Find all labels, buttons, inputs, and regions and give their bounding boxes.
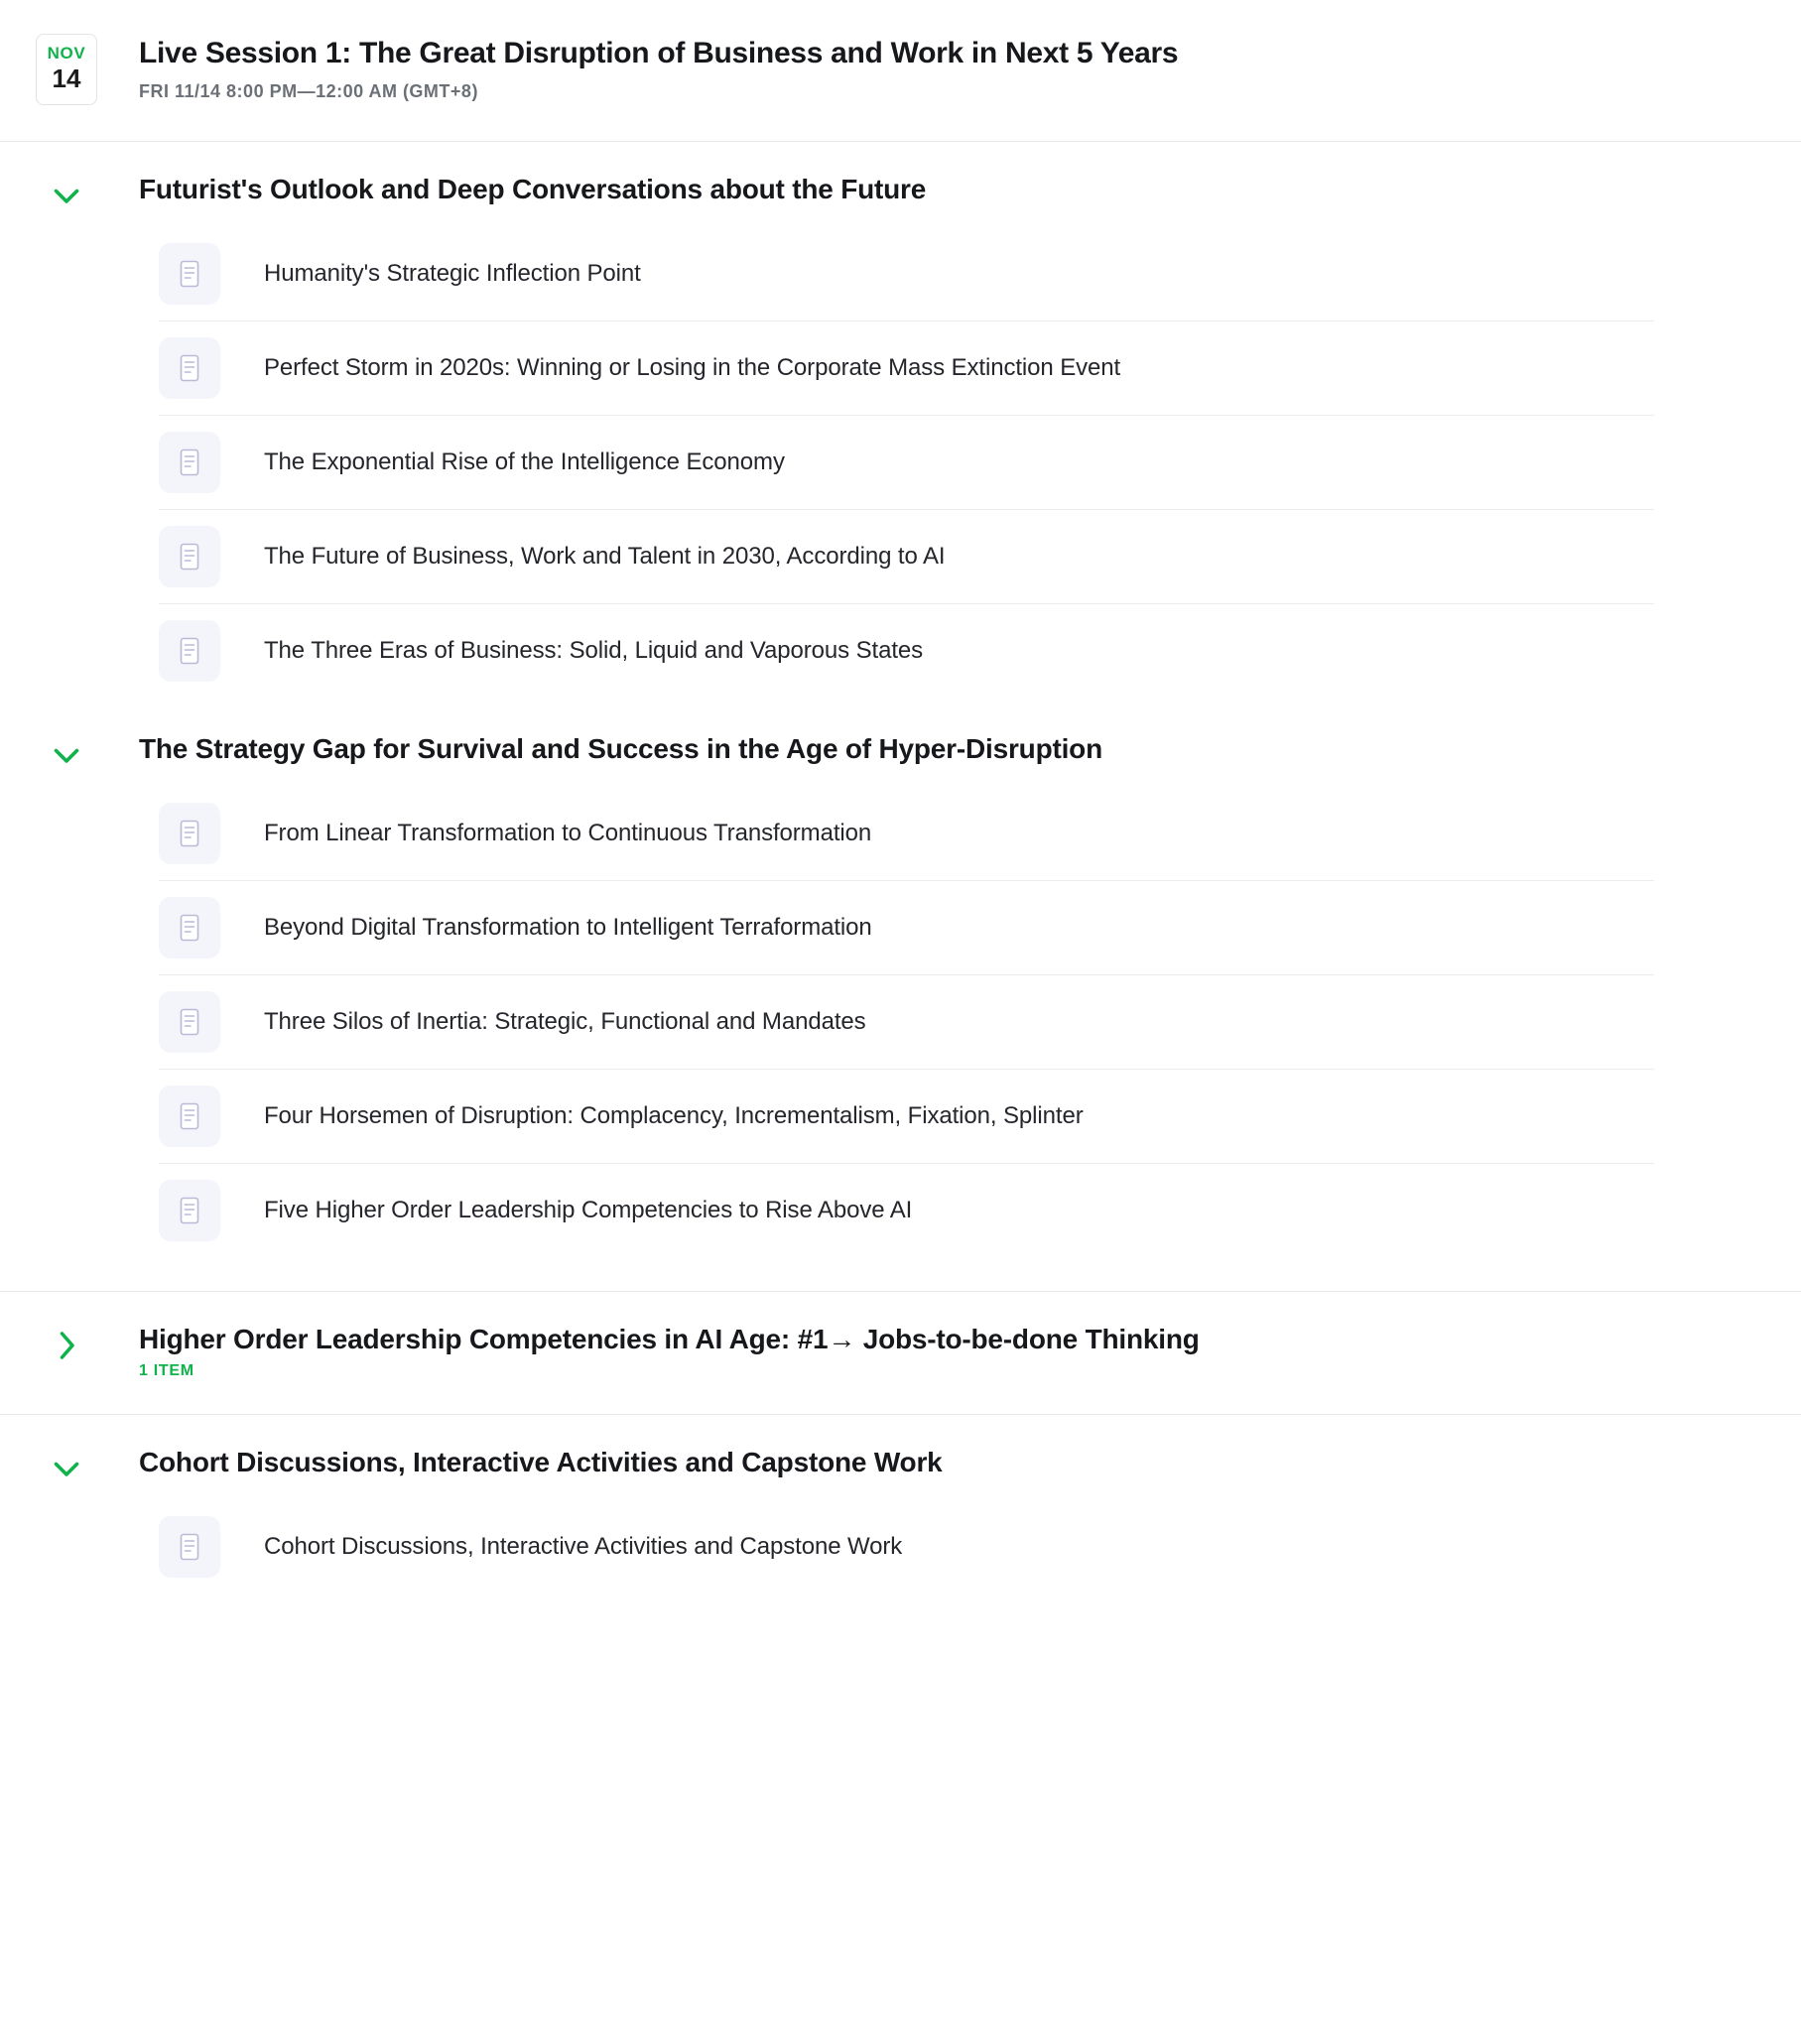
curriculum-section: [0, 1445, 1801, 1594]
document-icon: [159, 1180, 220, 1241]
lesson-title: Humanity's Strategic Inflection Point: [264, 260, 641, 288]
list-item[interactable]: [159, 416, 1654, 510]
lesson-title: Three Silos of Inertia: Strategic, Functional and Mandates: [264, 1008, 866, 1036]
section-title: Futurist's Outlook and Deep Conversations about the Future: [139, 174, 927, 205]
session-time: FRI 11/14 8:00 PM—12:00 AM (GMT+8): [139, 81, 478, 101]
chevron-down-icon[interactable]: [36, 1445, 97, 1486]
chevron-right-icon[interactable]: [36, 1322, 97, 1363]
section-title: Cohort Discussions, Interactive Activities and Capstone Work: [139, 1447, 943, 1478]
session-date-month: NOV: [47, 44, 86, 63]
session-title: Live Session 1: The Great Disruption of Business and Work in Next 5 Years: [139, 37, 1179, 69]
lesson-title: Beyond Digital Transformation to Intelligent Terraformation: [264, 914, 872, 942]
document-icon: [159, 620, 220, 682]
lesson-title: The Three Eras of Business: Solid, Liquid and Vaporous States: [264, 637, 924, 665]
section-title: Higher Order Leadership Competencies in AI Age: #1→ Jobs-to-be-done Thinking: [139, 1324, 1200, 1355]
session-text: [139, 34, 1178, 102]
lesson-title: The Future of Business, Work and Talent in 2030, According to AI: [264, 543, 946, 571]
lesson-list: [159, 227, 1654, 698]
session-header: [0, 0, 1801, 142]
section-title-wrap: [139, 1445, 943, 1479]
list-item[interactable]: [159, 321, 1654, 416]
curriculum-section: [0, 1322, 1801, 1380]
section-title: The Strategy Gap for Survival and Success in the Age of Hyper-Disruption: [139, 733, 1102, 765]
curriculum-block: [0, 1292, 1801, 1415]
lesson-list: [159, 1500, 1654, 1594]
document-icon: [159, 337, 220, 399]
curriculum-section: [0, 731, 1801, 1257]
chevron-down-icon[interactable]: [36, 731, 97, 773]
section-title-wrap: [139, 1322, 1200, 1380]
lesson-title: The Exponential Rise of the Intelligence Economy: [264, 448, 785, 476]
list-item[interactable]: [159, 787, 1654, 881]
section-title-wrap: [139, 172, 926, 206]
list-item[interactable]: [159, 1164, 1654, 1257]
section-header[interactable]: [0, 1445, 1801, 1486]
curriculum-section: [0, 172, 1801, 698]
list-item[interactable]: [159, 975, 1654, 1070]
document-icon: [159, 803, 220, 864]
list-item[interactable]: [159, 604, 1654, 698]
list-item[interactable]: [159, 1070, 1654, 1164]
section-header[interactable]: [0, 172, 1801, 213]
document-icon: [159, 897, 220, 958]
lesson-title: Four Horsemen of Disruption: Complacency, Incrementalism, Fixation, Splinter: [264, 1102, 1084, 1130]
list-item[interactable]: [159, 227, 1654, 321]
document-icon: [159, 1086, 220, 1147]
section-title-wrap: [139, 731, 1102, 766]
lesson-title: Five Higher Order Leadership Competencies to Rise Above AI: [264, 1197, 913, 1224]
section-header[interactable]: [0, 731, 1801, 773]
document-icon: [159, 432, 220, 493]
document-icon: [159, 1516, 220, 1578]
list-item[interactable]: [159, 881, 1654, 975]
list-item[interactable]: [159, 1500, 1654, 1594]
document-icon: [159, 991, 220, 1053]
chevron-down-icon[interactable]: [36, 172, 97, 213]
lesson-list: [159, 787, 1654, 1257]
curriculum-block: [0, 1415, 1801, 1627]
curriculum-blocks: [0, 142, 1801, 1627]
section-item-count: 1 ITEM: [139, 1362, 194, 1380]
session-date-badge: [36, 34, 97, 105]
curriculum-block: [0, 142, 1801, 1292]
lesson-title: Cohort Discussions, Interactive Activities and Capstone Work: [264, 1533, 903, 1561]
lesson-title: Perfect Storm in 2020s: Winning or Losing in the Corporate Mass Extinction Event: [264, 354, 1121, 382]
document-icon: [159, 526, 220, 587]
document-icon: [159, 243, 220, 305]
section-header[interactable]: [0, 1322, 1801, 1380]
lesson-title: From Linear Transformation to Continuous Transformation: [264, 820, 872, 847]
list-item[interactable]: [159, 510, 1654, 604]
session-date-day: 14: [52, 64, 81, 94]
